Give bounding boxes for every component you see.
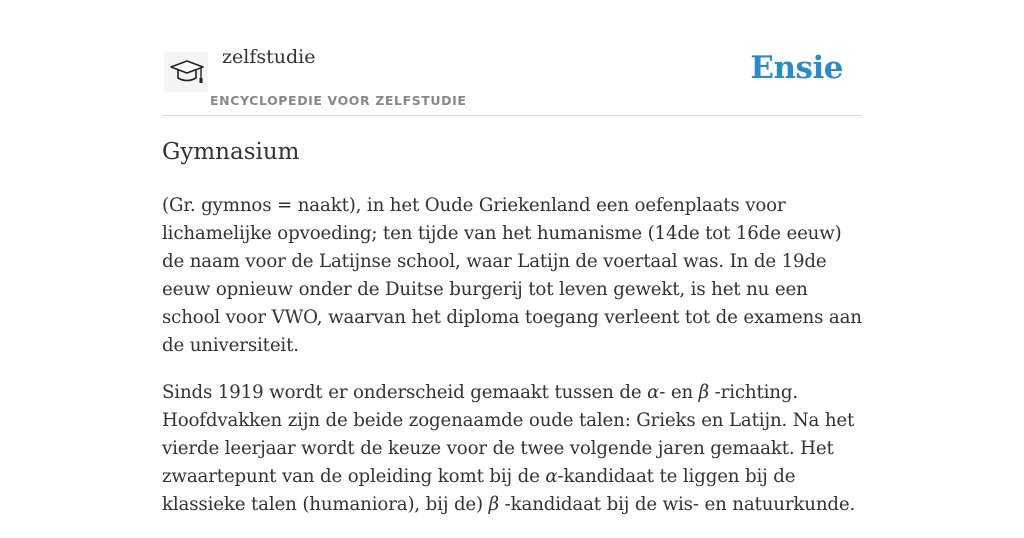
page-title: Gymnasium — [162, 139, 300, 165]
paragraph-2-text-4: -kandidaat te liggen bij de klassieke talen (humaniora), bij de) — [162, 466, 796, 515]
beta-symbol: β — [488, 494, 499, 515]
article-body — [162, 192, 862, 538]
alpha-symbol: α — [545, 466, 558, 487]
paragraph-2-text-5: -kandidaat bij de wis- en natuurkunde. — [499, 494, 856, 515]
paragraph-2-text-1: Sinds 1919 wordt er onderscheid gemaakt tussen de — [162, 382, 648, 403]
paragraph-2-text-3: -richting. Hoofdvakken zijn de beide zogenaamde oude talen: Grieks en Latijn. Na het vierde leerjaar wordt de keuze voor de twee volgende jaren gemaakt. Het zwaartepunt van de opleiding komt bij de — [162, 382, 855, 487]
graduation-cap-icon — [169, 58, 205, 88]
paragraph-1: (Gr. gymnos = naakt), in het Oude Griekenland een oefenplaats voor lichamelijke opvoeding; ten tijde van het humanisme (14de tot 16de eeuw) de naam voor de Latijnse school, waar Latijn de voertaal was. In de 19de eeuw opnieuw onder de Duitse burgerij tot leven gewekt, is het nu een school voor VWO, waarvan het diploma toegang verleent tot de examens aan de universiteit. — [162, 195, 862, 356]
source-subtitle: ENCYCLOPEDIE VOOR ZELFSTUDIE — [210, 93, 467, 108]
source-name-link[interactable]: zelfstudie — [222, 46, 316, 68]
page-container — [162, 0, 862, 515]
beta-symbol: β — [698, 382, 710, 403]
alpha-symbol: α — [647, 382, 660, 403]
source-logo[interactable] — [164, 52, 208, 92]
site-header — [162, 0, 862, 116]
paragraph-2-text-2: - en — [659, 382, 699, 403]
brand-logo[interactable]: Ensie — [750, 50, 843, 86]
paragraph-2 — [162, 379, 862, 519]
